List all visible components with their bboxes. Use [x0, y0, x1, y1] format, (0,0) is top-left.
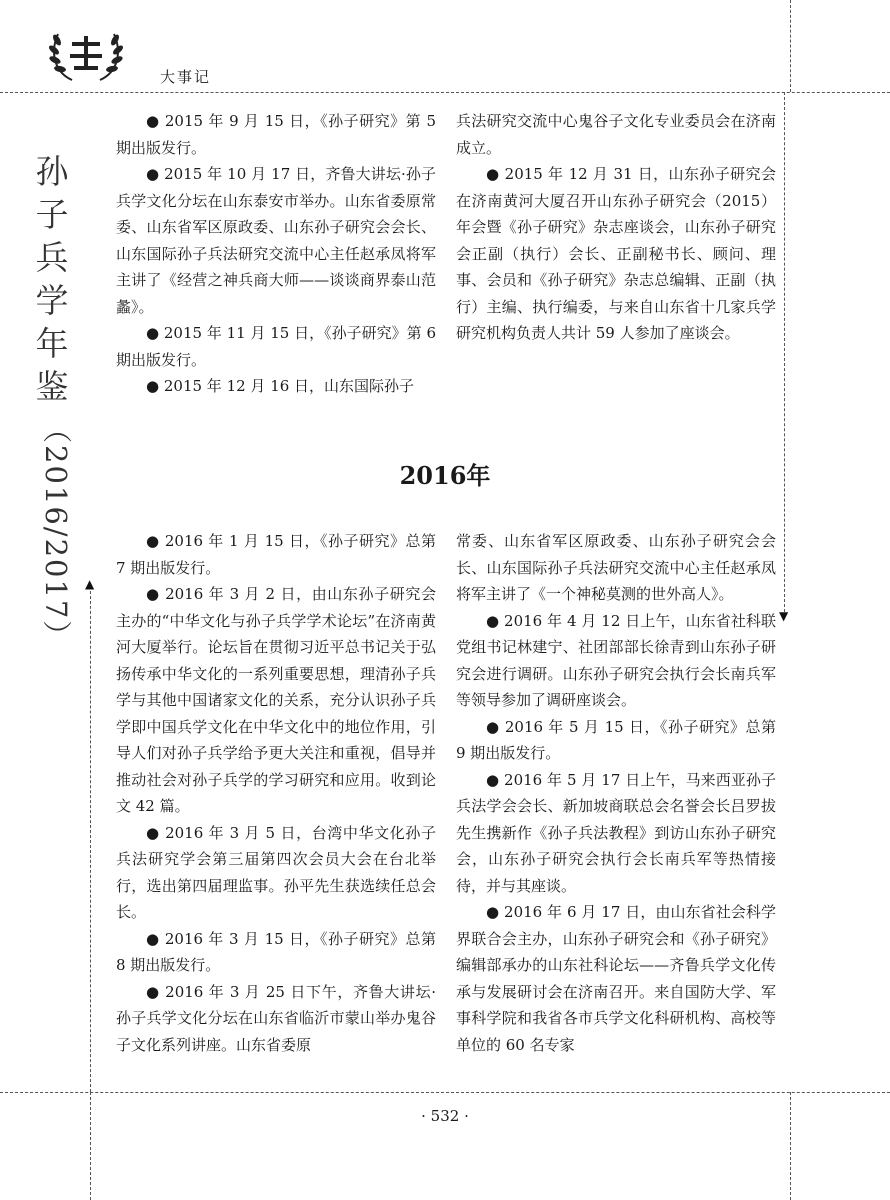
header-divider [0, 92, 890, 93]
title-char: 学 [35, 281, 69, 320]
bottom-left-column [116, 528, 436, 1058]
event-entry: ● 2016 年 5 月 17 日上午，马来西亚孙子兵法学会会长、新加坡商联总会名誉会长吕罗拔先生携新作《孙子兵法教程》到访山东孙子研究会，山东孙子研究会执行会长南兵军等热情接待，并与其座谈。 [456, 770, 776, 895]
event-entry: ● 2015 年 10 月 17 日，齐鲁大讲坛·孙子兵学文化分坛在山东泰安市举办。山东省委原常委、山东省军区原政委、山东孙子研究会会长、山东国际孙子兵法研究交流中心主任赵承凤将军主讲了《经营之神兵商大师——谈谈商界泰山范蠡》。 [116, 165, 436, 316]
event-entry: ● 2016 年 3 月 2 日，由山东孙子研究会主办的“中华文化与孙子兵学学术论坛”在济南黄河大厦举行。论坛旨在贯彻习近平总书记关于弘扬传承中华文化的一系列重要思想，理清孙子兵学与其他中国诸家文化的关系，充分认识孙子兵学即中国兵学文化在中华文化中的地位作用，引导人们对孙子兵学给予更大关注和重视，倡导并推动社会对孙子兵学的学习研究和应用。收到论文 42 篇。 [116, 585, 436, 815]
event-entry: ● 2016 年 6 月 17 日，由山东省社会科学界联合会主办，山东孙子研究会和《孙子研究》编辑部承办的山东社科论坛——齐鲁兵学文化传承与发展研讨会在济南召开。来自国防大学、军事科学院和我省各市兵学文化科研机构、高校等单位的 60 名专家 [456, 903, 776, 1054]
right-guide [784, 92, 785, 612]
title-year: （2016/2017） [39, 414, 73, 652]
event-entry-continued: 兵法研究交流中心鬼谷子文化专业委员会在济南成立。 [456, 112, 776, 157]
page-number: · 532 · [421, 1107, 469, 1125]
left-guide [90, 586, 91, 1092]
title-char: 子 [35, 195, 69, 234]
right-guide-top [790, 0, 791, 92]
yearbook-side-title [26, 150, 78, 651]
title-char: 年 [35, 324, 69, 363]
event-entry: ● 2016 年 5 月 15 日，《孙子研究》总第 9 期出版发行。 [456, 717, 776, 762]
title-char: 鉴 [35, 367, 69, 406]
event-entry: ● 2016 年 3 月 15 日，《孙子研究》总第 8 期出版发行。 [116, 929, 436, 974]
bottom-right-column [456, 528, 776, 1058]
footer-divider [0, 1092, 890, 1093]
event-entry: ● 2016 年 3 月 25 日下午，齐鲁大讲坛·孙子兵学文化分坛在山东省临沂市蒙山举办鬼谷子文化系列讲座。山东省委原 [116, 982, 436, 1054]
event-entry: ● 2015 年 9 月 15 日，《孙子研究》第 5 期出版发行。 [116, 112, 436, 157]
up-arrow-icon: ▲ [85, 577, 95, 591]
top-left-column [116, 108, 436, 400]
year-heading: 2016年 [399, 461, 491, 490]
event-entry: ● 2015 年 12 月 31 日，山东孙子研究会在济南黄河大厦召开山东孙子研究会（2015）年会暨《孙子研究》杂志座谈会，山东孙子研究会正副（执行）会长、正副秘书长、顾问、理事、会员和《孙子研究》杂志总编辑、正副（执行）主编、执行编委，与来自山东省十几家兵学研究机构负责人共计 59 人参加了座谈会。 [456, 165, 776, 342]
event-entry-continued: 常委、山东省军区原政委、山东孙子研究会会长、山东国际孙子兵法研究交流中心主任赵承凤将军主讲了《一个神秘莫测的世外高人》。 [456, 532, 776, 603]
event-entry: ● 2015 年 12 月 16 日，山东国际孙子 [146, 377, 415, 395]
event-entry: ● 2015 年 11 月 15 日，《孙子研究》第 6 期出版发行。 [116, 324, 436, 369]
event-entry: ● 2016 年 1 月 15 日，《孙子研究》总第 7 期出版发行。 [116, 532, 436, 577]
event-entry: ● 2016 年 4 月 12 日上午，山东省社科联党组书记林建宁、社团部部长徐青到山东孙子研究会进行调研。山东孙子研究会执行会长南兵军等领导参加了调研座谈会。 [456, 611, 776, 709]
down-arrow-icon: ▼ [779, 609, 789, 623]
title-char: 孙 [35, 152, 69, 191]
event-entry: ● 2016 年 3 月 5 日，台湾中华文化孙子兵法研究学会第三届第四次会员大会在台北举行，选出第四届理监事。孙平先生获选续任总会长。 [116, 823, 436, 921]
section-label: 大事记 [160, 68, 212, 86]
laurel-emblem-logo [44, 26, 128, 86]
top-right-column [456, 108, 776, 347]
title-char: 兵 [35, 238, 69, 277]
